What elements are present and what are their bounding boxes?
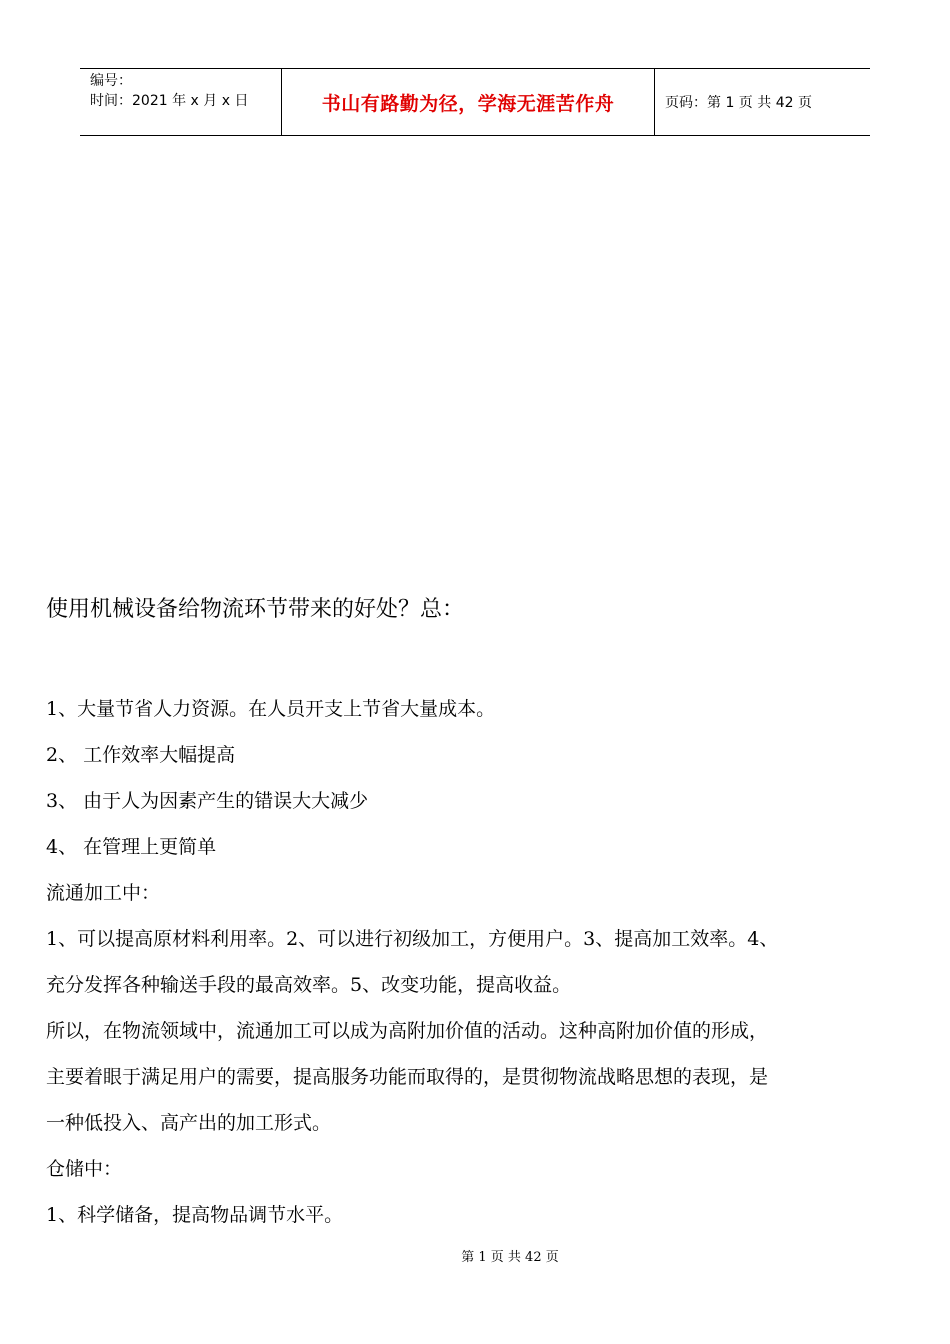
body-line: 1、大量节省人力资源。在人员开支上节省大量成本。 xyxy=(46,698,496,720)
body-line: 2、 工作效率大幅提高 xyxy=(46,744,236,766)
header-page-info: 页码：第 1 页 共 42 页 xyxy=(665,95,812,111)
body-line: 一种低投入、高产出的加工形式。 xyxy=(46,1112,332,1134)
time-label: 时间：2021 年 x 月 x 日 xyxy=(90,93,249,109)
body-line: 流通加工中： xyxy=(46,882,161,904)
number-label: 编号： xyxy=(90,73,132,89)
document-body xyxy=(46,592,906,1238)
body-line: 仓储中： xyxy=(46,1158,123,1180)
page-footer: 第 1 页 共 42 页 xyxy=(461,1250,559,1265)
question-title: 使用机械设备给物流环节带来的好处？总： xyxy=(46,597,465,622)
body-line: 1、可以提高原材料利用率。2、可以进行初级加工，方便用户。3、提高加工效率。4、 xyxy=(46,928,779,950)
body-line: 4、 在管理上更简单 xyxy=(46,836,217,858)
body-line: 3、 由于人为因素产生的错误大大减少 xyxy=(46,790,369,812)
page-header xyxy=(80,68,870,136)
body-line: 主要着眼于满足用户的需要，提高服务功能而取得的，是贯彻物流战略思想的表现，是 xyxy=(46,1066,769,1088)
body-line: 1、科学储备，提高物品调节水平。 xyxy=(46,1204,344,1226)
header-meta xyxy=(80,69,281,135)
header-motto: 书山有路勤为径，学海无涯苦作舟 xyxy=(281,69,655,135)
body-line: 所以，在物流领域中，流通加工可以成为高附加价值的活动。这种高附加价值的形成， xyxy=(46,1020,769,1042)
body-line: 充分发挥各种输送手段的最高效率。5、改变功能，提高收益。 xyxy=(46,974,572,996)
